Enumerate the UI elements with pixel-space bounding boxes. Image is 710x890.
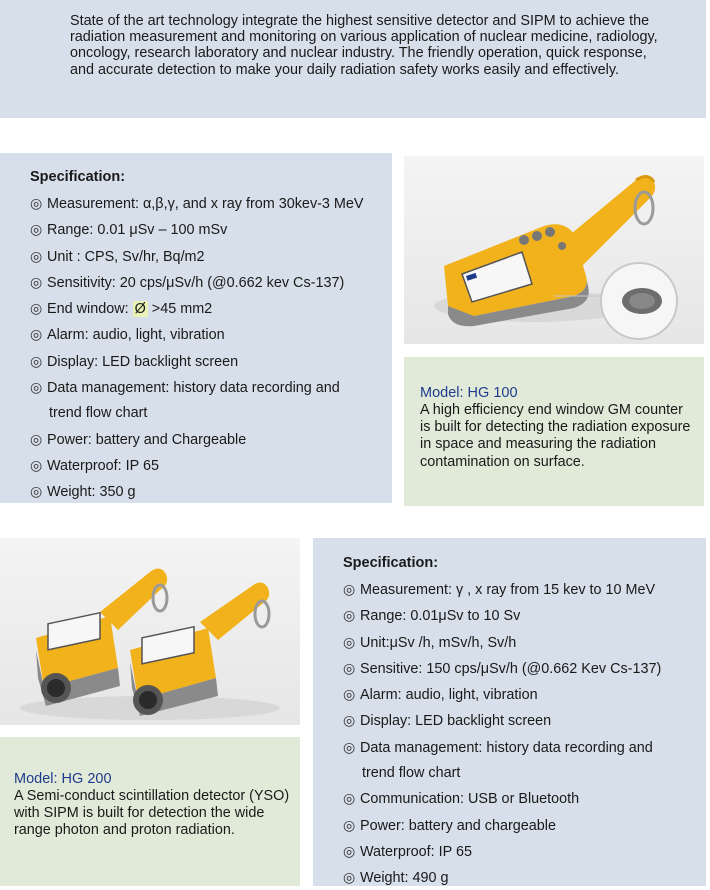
bullet-icon: ◎: [343, 686, 356, 703]
bullet-icon: ◎: [343, 842, 356, 859]
spec-item: ◎ Alarm: audio, light, vibration: [30, 322, 392, 348]
hg200-spec-list: [343, 577, 706, 890]
spec-item: ◎ Communication: USB or Bluetooth: [343, 786, 706, 812]
bullet-icon: ◎: [30, 430, 43, 447]
bullet-icon: ◎: [343, 790, 356, 807]
hg100-product-photo: [404, 156, 704, 344]
spec-item: ◎ Display: LED backlight screen: [30, 349, 392, 375]
spec-item: ◎ Power: battery and Chargeable: [30, 427, 392, 453]
bullet-icon: ◎: [343, 607, 356, 624]
bullet-icon: ◎: [30, 379, 43, 396]
spec-item: ◎ Waterproof: IP 65: [30, 453, 392, 479]
bullet-icon: ◎: [343, 712, 356, 729]
hg100-device-illustration: [404, 156, 704, 344]
spec-item: ◎ Sensitive: 150 cps/μSv/h (@0.662 Kev Cs-137): [343, 656, 706, 682]
hg100-model-description: A high efficiency end window GM counter is built for detecting the radiation exposure in space and measuring the radiation contamination on surface.: [420, 402, 691, 470]
intro-text: State of the art technology integrate the highest sensitive detector and SIPM to achieve the radiation measurement and monitoring on various application of nuclear medicine, radiology, oncology, research laboratory and nuclear industry. The friendly operation, quick response, and accurate detection to make your daily radiation safety works easily and effectively.: [70, 13, 658, 78]
spec-item: ◎ End window: Ø >45 mm2: [30, 296, 392, 322]
spec-item: ◎ Weight: 490 g: [343, 865, 706, 890]
spec-item: ◎ Data management: history data recording and trend flow chart: [343, 735, 706, 787]
hg100-spec-panel: [0, 153, 392, 503]
hg100-model-title: Model: HG 100: [420, 385, 518, 401]
spec-item: ◎ Measurement: γ , x ray from 15 kev to 10 MeV: [343, 577, 706, 603]
bullet-icon: ◎: [30, 221, 43, 238]
bullet-icon: ◎: [30, 456, 43, 473]
bullet-icon: ◎: [343, 659, 356, 676]
bullet-icon: ◎: [30, 273, 43, 290]
bullet-icon: ◎: [343, 633, 356, 650]
spec-item: ◎ Display: LED backlight screen: [343, 708, 706, 734]
hg200-product-photo: [0, 538, 300, 725]
spec-item: ◎ Unit : CPS, Sv/hr, Bq/m2: [30, 244, 392, 270]
hg200-spec-title: Specification:: [343, 555, 439, 571]
spec-item: ◎ Alarm: audio, light, vibration: [343, 682, 706, 708]
hg100-spec-list: [30, 191, 392, 506]
spec-item: ◎ Power: battery and chargeable: [343, 813, 706, 839]
spec-item: ◎ Range: 0.01 μSv – 100 mSv: [30, 217, 392, 243]
bullet-icon: ◎: [30, 352, 43, 369]
bullet-icon: ◎: [343, 581, 356, 597]
spec-item: ◎ Measurement: α,β,γ, and x ray from 30kev-3 MeV: [30, 191, 392, 217]
bullet-icon: ◎: [30, 247, 43, 264]
bullet-icon: ◎: [30, 300, 43, 317]
hg200-device-illustration: [0, 538, 300, 725]
bullet-icon: ◎: [343, 816, 356, 833]
spec-item: ◎ Range: 0.01μSv to 10 Sv: [343, 603, 706, 629]
spec-item: ◎ Unit:μSv /h, mSv/h, Sv/h: [343, 630, 706, 656]
hg100-model-panel: [404, 357, 704, 506]
spec-item: ◎ Data management: history data recording and trend flow chart: [30, 375, 392, 427]
bullet-icon: ◎: [343, 869, 356, 886]
hg200-model-panel: [0, 737, 300, 886]
bullet-icon: ◎: [343, 738, 356, 755]
bullet-icon: ◎: [30, 326, 43, 343]
spec-item: ◎ Waterproof: IP 65: [343, 839, 706, 865]
hg200-model-description: A Semi-conduct scintillation detector (YSO) with SIPM is built for detection the wide range photon and proton radiation.: [14, 788, 290, 839]
bullet-icon: ◎: [30, 483, 43, 500]
bullet-icon: ◎: [30, 195, 43, 211]
hg200-model-title: Model: HG 200: [14, 771, 112, 787]
spec-item: ◎ Weight: 350 g: [30, 479, 392, 505]
spec-item: ◎ Sensitivity: 20 cps/μSv/h (@0.662 kev Cs-137): [30, 270, 392, 296]
hg200-spec-panel: [313, 538, 706, 886]
diameter-symbol: Ø: [134, 301, 146, 318]
hg100-spec-title: Specification:: [30, 169, 126, 185]
intro-panel: [0, 0, 706, 118]
